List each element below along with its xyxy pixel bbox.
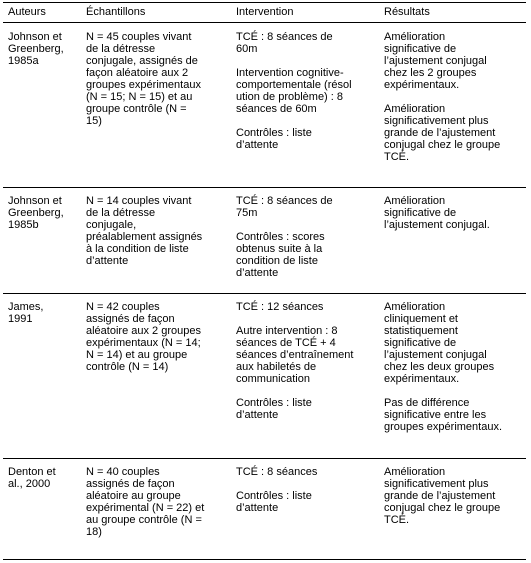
results-text: Amélioration significative de l’ajustement conjugal. bbox=[384, 195, 490, 231]
table-header-row bbox=[3, 3, 526, 23]
results-text: Amélioration cliniquement et statistiquement significative de l’ajustement conjugal chez les deux groupes expérimentaux. bbox=[384, 301, 495, 385]
results-text: Amélioration significativement plus grande de l’ajustement conjugal chez le groupe TCÉ. bbox=[384, 103, 501, 163]
author-cell bbox=[3, 459, 81, 559]
table-row bbox=[3, 23, 526, 187]
author-cell bbox=[3, 23, 81, 187]
sample-cell bbox=[81, 23, 231, 187]
sample-text: N = 40 couples assignés de façon aléatoire au groupe expérimental (N = 22) et au groupe contrôle (N = 18) bbox=[86, 466, 205, 538]
sample-text: N = 14 couples vivant de la détresse conjugale, préalablement assignés à la condition de liste d’attente bbox=[86, 195, 203, 267]
results-text: Pas de différence significative entre les groupes expérimentaux. bbox=[384, 397, 503, 433]
intervention-cell bbox=[231, 23, 379, 187]
author-text: Denton et al., 2000 bbox=[8, 466, 56, 490]
intervention-text: TCÉ : 8 séances de 60m bbox=[236, 31, 333, 55]
results-cell bbox=[379, 294, 526, 458]
table-row bbox=[3, 187, 526, 293]
intervention-text: TCÉ : 12 séances bbox=[236, 301, 324, 313]
intervention-text: Intervention cognitive- comportementale (résol ution de problème) : 8 séances de 60m bbox=[236, 67, 352, 115]
header-samples: Échantillons bbox=[86, 6, 146, 18]
author-text: James, 1991 bbox=[8, 301, 44, 325]
intervention-text: TCÉ : 8 séances de 75m bbox=[236, 195, 333, 219]
results-cell bbox=[379, 23, 526, 187]
header-intervention: Intervention bbox=[236, 6, 294, 18]
intervention-text: Contrôles : liste d’attente bbox=[236, 490, 312, 514]
author-cell bbox=[3, 294, 81, 458]
table-row bbox=[3, 293, 526, 458]
sample-text: N = 42 couples assignés de façon aléatoire aux 2 groupes expérimentaux (N = 14; N = 14) et au groupe contrôle (N = 14) bbox=[86, 301, 201, 373]
results-text: Amélioration significativement plus grande de l’ajustement conjugal chez le groupe TCÉ. bbox=[384, 466, 501, 526]
table-row bbox=[3, 458, 526, 559]
results-text: Amélioration significative de l’ajustement conjugal chez les 2 groupes expérimentaux. bbox=[384, 31, 487, 91]
intervention-text: Contrôles : scores obtenus suite à la condition de liste d’attente bbox=[236, 231, 325, 279]
author-cell bbox=[3, 188, 81, 293]
intervention-text: TCÉ : 8 séances bbox=[236, 466, 318, 478]
results-table bbox=[3, 2, 526, 560]
sample-cell bbox=[81, 294, 231, 458]
intervention-cell bbox=[231, 188, 379, 293]
intervention-text: Autre intervention : 8 séances de TCÉ + 4 séances d’entraînement aux habiletés de communication bbox=[236, 325, 354, 385]
results-cell bbox=[379, 188, 526, 293]
header-results: Résultats bbox=[384, 6, 430, 18]
results-cell bbox=[379, 459, 526, 559]
intervention-text: Contrôles : liste d’attente bbox=[236, 127, 312, 151]
sample-cell bbox=[81, 459, 231, 559]
sample-text: N = 45 couples vivant de la détresse conjugale, assignés de façon aléatoire aux 2 groupes expérimentaux (N = 15; N = 15) et au groupe contrôle (N = 15) bbox=[86, 31, 201, 127]
intervention-text: Contrôles : liste d’attente bbox=[236, 397, 312, 421]
sample-cell bbox=[81, 188, 231, 293]
author-text: Johnson et Greenberg, 1985a bbox=[8, 31, 64, 67]
header-authors: Auteurs bbox=[8, 6, 46, 18]
intervention-cell bbox=[231, 459, 379, 559]
intervention-cell bbox=[231, 294, 379, 458]
author-text: Johnson et Greenberg, 1985b bbox=[8, 195, 64, 231]
